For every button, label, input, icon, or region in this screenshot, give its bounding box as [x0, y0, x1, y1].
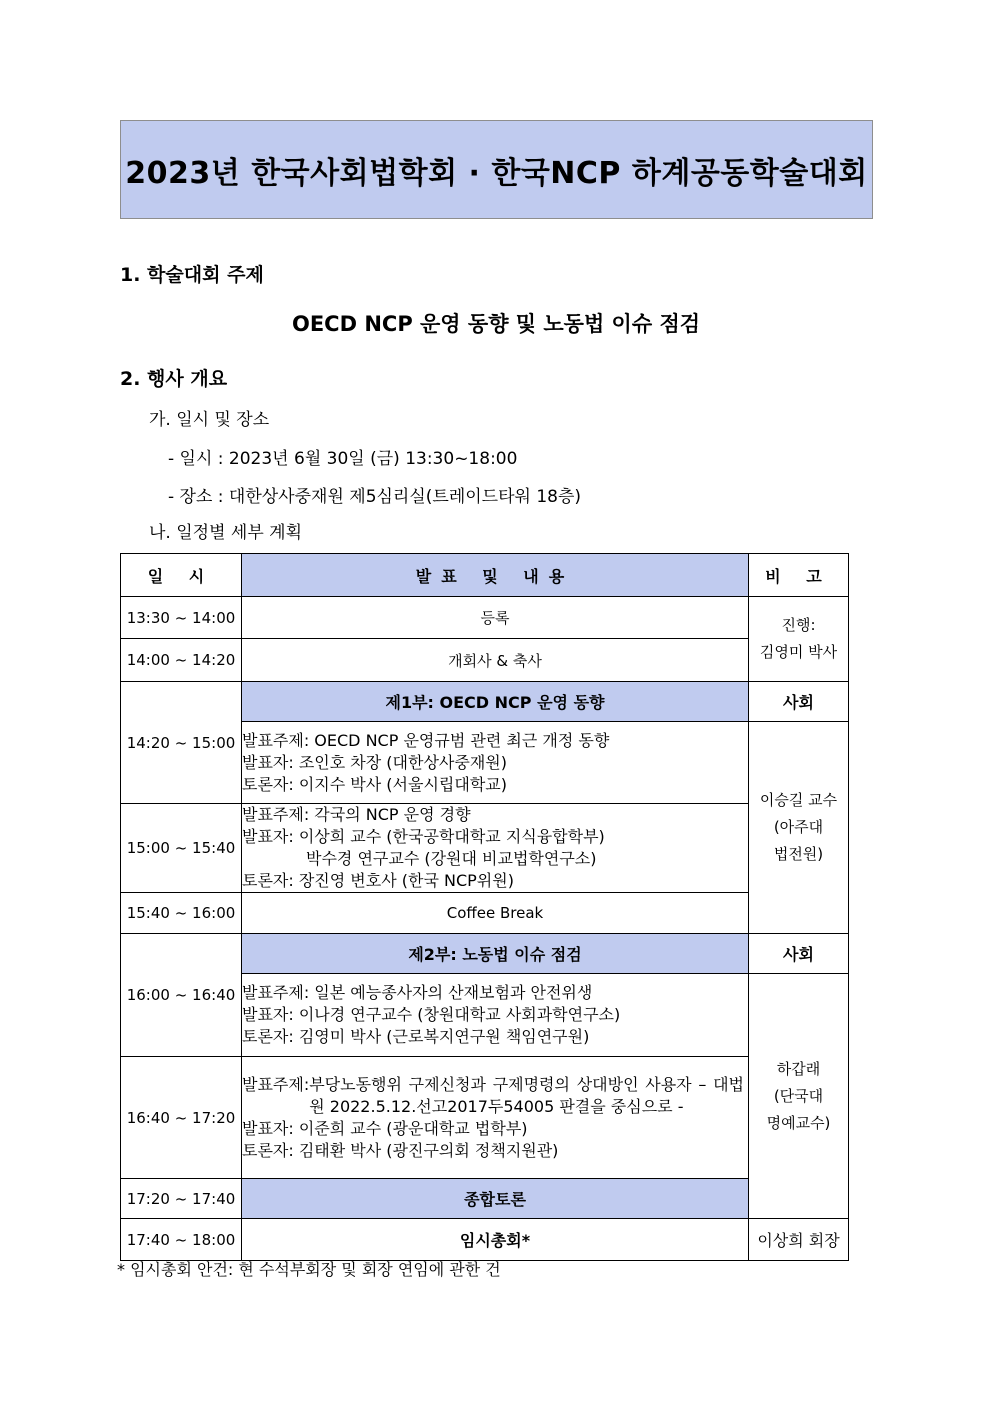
time-cell: 15:40 ~ 16:00	[121, 893, 242, 934]
header-note: 비 고	[749, 554, 849, 597]
table-row	[121, 934, 849, 974]
part2-note: 사회	[749, 934, 849, 974]
note-cell-president: 이상희 회장	[749, 1219, 849, 1261]
time-cell: 16:00 ~ 16:40	[121, 934, 242, 1057]
section2-heading: 2. 행사 개요	[120, 368, 228, 390]
time-cell: 14:00 ~ 14:20	[121, 639, 242, 682]
table-row	[121, 804, 849, 893]
time-cell: 15:00 ~ 15:40	[121, 804, 242, 893]
title-banner	[120, 120, 873, 219]
conference-theme: OECD NCP 운영 동향 및 노동법 이슈 점검	[291, 312, 701, 336]
note-cell-moderator: 진행: 김영미 박사	[749, 597, 849, 682]
content-cell: 발표주제: 부당노동행위 구제신청과 구제명령의 상대방인 사용자 – 대법원 2022.5.12.선고2017두54005 판결을 중심으로 - 발표자: 이준희 교수 (광운대학교 법학부) 토론자: 김태환 박사 (광진구의회 정책지원관)	[242, 1057, 749, 1179]
table-row	[121, 639, 849, 682]
footnote: * 임시총회 안건: 현 수석부회장 및 회장 연임에 관한 건	[117, 1260, 501, 1279]
place-line: - 장소 : 대한상사중재원 제5심리실(트레이드타워 18층)	[168, 487, 582, 507]
content-cell: 발표주제: 일본 예능종사자의 산재보험과 안전위생 발표자: 이나경 연구교수 (창원대학교 사회과학연구소) 토론자: 김영미 박사 (근로복지연구원 책임연구원)	[242, 974, 749, 1057]
time-cell: 17:20 ~ 17:40	[121, 1179, 242, 1219]
header-content: 발표 및 내용	[242, 554, 749, 597]
table-row	[121, 1179, 849, 1219]
table-row	[121, 1219, 849, 1261]
time-cell: 17:40 ~ 18:00	[121, 1219, 242, 1261]
section1-heading: 1. 학술대회 주제	[120, 264, 264, 286]
document-title: 2023년 한국사회법학회 · 한국NCP 하계공동학술대회	[125, 155, 868, 191]
time-cell: 14:20 ~ 15:00	[121, 682, 242, 804]
item-a-date-place: 가. 일시 및 장소	[149, 410, 270, 430]
part1-note: 사회	[749, 682, 849, 722]
content-cell: 발표주제: 각국의 NCP 운영 경향 발표자: 이상희 교수 (한국공학대학교 지식융합학부) 박수경 연구교수 (강원대 비교법학연구소) 토론자: 장진영 변호사 (한국 NCP위원)	[242, 804, 749, 893]
time-cell: 16:40 ~ 17:20	[121, 1057, 242, 1179]
part1-header: 제1부: OECD NCP 운영 동향	[242, 682, 749, 722]
content-cell: 발표주제: OECD NCP 운영규범 관련 최근 개정 동향 발표자: 조인호 차장 (대한상사중재원) 토론자: 이지수 박사 (서울시립대학교)	[242, 722, 749, 804]
content-cell: 임시총회*	[242, 1219, 749, 1261]
item-b-schedule: 나. 일정별 세부 계획	[149, 523, 302, 543]
table-row	[121, 597, 849, 639]
content-cell: 개회사 & 축사	[242, 639, 749, 682]
table-row	[121, 682, 849, 722]
content-cell: 등록	[242, 597, 749, 639]
note-cell-chair1: 이승길 교수 (아주대 법전원)	[749, 722, 849, 934]
part2-header: 제2부: 노동법 이슈 점검	[242, 934, 749, 974]
table-row	[121, 893, 849, 934]
header-time: 일 시	[121, 554, 242, 597]
date-line: - 일시 : 2023년 6월 30일 (금) 13:30~18:00	[168, 449, 518, 469]
time-cell: 13:30 ~ 14:00	[121, 597, 242, 639]
table-header-row	[121, 554, 849, 597]
schedule-table	[120, 553, 849, 1261]
content-cell: Coffee Break	[242, 893, 749, 934]
content-cell-general-discussion: 종합토론	[242, 1179, 749, 1219]
table-row	[121, 1057, 849, 1179]
note-cell-chair2: 하갑래 (단국대 명예교수)	[749, 974, 849, 1219]
